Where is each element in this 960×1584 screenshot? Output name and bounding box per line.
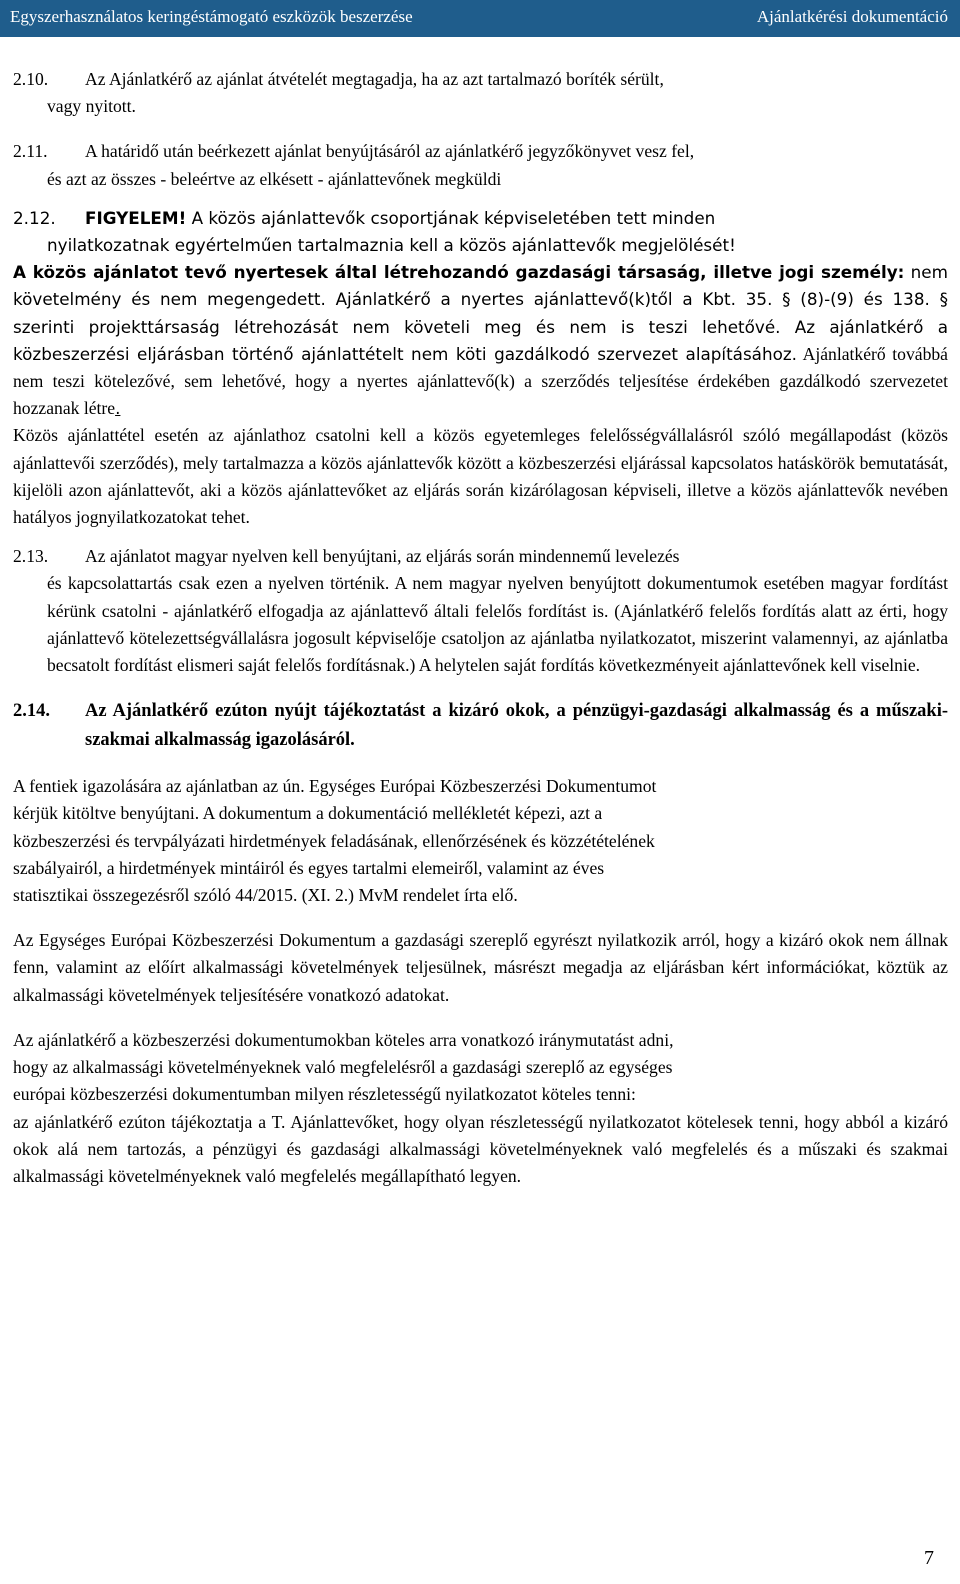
guidance-paragraph: Az ajánlatkérő a közbeszerzési dokumentumokban köteles arra vonatkozó iránymutatást adni, hogy az alkalmassági követelményeknek való megfelelésről a gazdasági szereplő az egységes európai közbeszerzési dokumentumban milyen részletességű nyilatkozatot köteles tenni: az ajánlatkérő ezúton tájékoztatja a T. Ajánlattevőket, hogy olyan részletességű nyilatkozatot kötelesek tenni, hogy abból a kizáró okok alá nem tartozás, a pénzügyi és gazdasági alkalmassági követelményeknek való megfelelés és a műszaki és szakmai alkalmassági követelményeknek való megfelelés megállapítható legyen. xyxy=(13,1029,948,1186)
section-text-continued: nyilatkozatnak egyértelműen tartalmaznia kell a közös ajánlattevők megjelölését! xyxy=(47,235,736,256)
section-text-continued: és kapcsolattartás csak ezen a nyelven történik. A nem magyar nyelven benyújtott dokumentumok esetében magyar fordítást kérünk csatolni - ajánlatkérő elfogadja az ajánlattevő általi felelős fordítást is. (Ajánlatkérő felelős fordítás alatt az érti, hogy ajánlattevő kötelezettségvállalásra jogosult képviselője csatoljon az ajánlatba nyilatkozatot, miszerint valamennyi, az ajánlatba becsatolt fordítást elismeri saját felelős fordításnak.) A helytelen saját fordítás következményeit ajánlattevőnek kell viselnie. xyxy=(47,573,948,676)
bold-statement: A közös ajánlatot tevő nyertesek által létrehozandó gazdasági társaság, illetve jogi személy: xyxy=(13,262,905,283)
section-text-continued: vagy nyitott. xyxy=(47,96,136,117)
document-body xyxy=(13,66,948,1190)
section-number: 2.14. xyxy=(13,701,50,722)
warning-label: FIGYELEM! xyxy=(85,207,187,228)
header-title: Egyszerhasználatos keringéstámogató eszközök beszerzése xyxy=(10,7,413,26)
section-text: Az Ajánlatkérő az ajánlat átvételét megtagadja, ha az azt tartalmazó boríték sérült, xyxy=(85,69,664,89)
section-2-14-heading xyxy=(13,697,948,755)
header-doc-type: Ajánlatkérési dokumentáció xyxy=(756,7,948,26)
section-title: Az Ajánlatkérő ezúton nyújt tájékoztatást a kizáró okok, a pénzügyi-gazdasági alkalmasság és a műszaki-szakmai alkalmasság igazolásáról. xyxy=(85,701,948,751)
section-text: A közös ajánlattevők csoportjának képviseletében tett minden xyxy=(186,207,716,228)
page-number: 7 xyxy=(924,1547,934,1569)
espd-declaration-paragraph: Az Egységes Európai Közbeszerzési Dokumentum a gazdasági szereplő egyrészt nyilatkozik arról, hogy a kizáró okok nem állnak fenn, valamint az előírt alkalmassági követelmények teljesülnek, másrészt megadja az eljárásban kért információkat, köztük az alkalmassági követelmények teljesítésére vonatkozó adatokat. xyxy=(13,930,948,1005)
document-header xyxy=(0,0,960,37)
joint-bidder-paragraph: A közös ajánlatot tevő nyertesek által létrehozandó gazdasági társaság, illetve jogi személy: nem követelmény és nem megengedett. Ajánlatkérő a nyertes ajánlattevő(k)től a Kbt. 35. § (8)-(9) és 138. § szerinti projekttársaság létrehozását nem követeli meg és nem is teszi lehetővé. Az ajánlatkérő a közbeszerzési eljárásban történő ajánlattételt nem köti gazdálkodó szervezet alapításához. Ajánlatkérő továbbá nem teszi kötelezővé, sem lehetővé, hogy a nyertes ajánlattevő(k) a szerződés teljesítése érdekében gazdálkodó szervezetet hozzanak létre. xyxy=(13,262,948,419)
section-number: 2.12. xyxy=(13,207,56,228)
section-2-11 xyxy=(13,138,948,165)
section-text-continued: és azt az összes - beleértve az elkésett - ajánlattevőnek megküldi xyxy=(47,168,502,189)
section-2-12 xyxy=(13,205,948,232)
section-number: 2.13. xyxy=(13,546,49,567)
section-text: Az ajánlatot magyar nyelven kell benyújtani, az eljárás során mindennemű levelezés xyxy=(85,546,680,567)
section-number: 2.10. xyxy=(13,69,49,89)
section-number: 2.11. xyxy=(13,141,48,162)
section-2-13 xyxy=(13,543,948,570)
espd-paragraph: A fentiek igazolására az ajánlatban az ún. Egységes Európai Közbeszerzési Dokumentumot kérjük kitöltve benyújtani. A dokumentum a dokumentáció mellékletét képezi, azt a közbeszerzési és tervpályázati hirdetmények feladásának, ellenőrzésének és közzétételének szabályairól, a hirdetmények mintáiról és egyes tartalmi elemeiről, valamint az éves statisztikai összegezésről szóló 44/2015. (XI. 2.) MvM rendelet írta elő. xyxy=(13,776,657,906)
joint-liability-paragraph: Közös ajánlattétel esetén az ajánlathoz csatolni kell a közös egyetemleges felelősségvállalásról szóló megállapodást (közös ajánlattevői szerződés), mely tartalmazza a közös ajánlattevők között a közbeszerzési eljárással kapcsolatos hatáskörök bemutatását, kijelöli azon ajánlattevőt, aki a közös ajánlattevőket az eljárás során kizárólagosan képviseli, illetve a közös ajánlattevők nevében hatályos jognyilatkozatokat tehet. xyxy=(13,425,948,528)
section-2-10 xyxy=(13,66,948,93)
section-text: A határidő után beérkezett ajánlat benyújtásáról az ajánlatkérő jegyzőkönyvet vesz fel, xyxy=(85,141,695,162)
